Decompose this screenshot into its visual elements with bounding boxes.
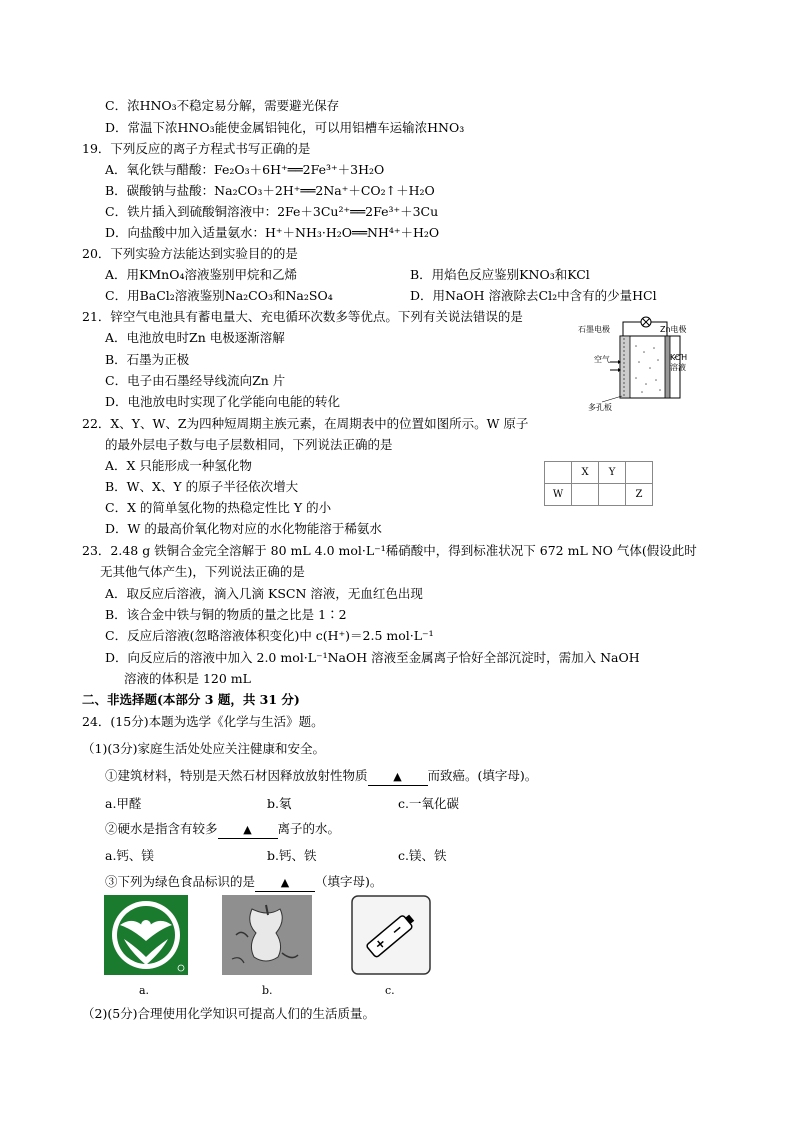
q19-option-c: C．铁片插入到硫酸铜溶液中：2Fe＋3Cu²⁺══2Fe³⁺＋3Cu: [105, 204, 439, 219]
q20-stem: 20．下列实验方法能达到实验目的的是: [82, 246, 298, 261]
cell-w: W: [545, 484, 572, 506]
q22-stem-line2: 的最外层电子数与电子层数相同，下列说法正确的是: [105, 437, 393, 452]
q21-option-d: D．电池放电时实现了化学能向电能的转化: [105, 394, 341, 409]
q20-option-a: A．用KMnO₄溶液鉴别甲烷和乙烯: [105, 267, 297, 282]
q18-option-c: C．浓HNO₃不稳定易分解，需要避光保存: [105, 98, 340, 113]
q21-stem: 21．锌空气电池具有蓄电量大、充电循环次数多等优点。下列有关说法错误的是: [82, 309, 523, 324]
cell-x: X: [572, 462, 599, 484]
zn-electrode-label: Zn电极: [660, 325, 687, 334]
q19-option-d: D．向盐酸中加入适量氨水：H⁺＋NH₃·H₂O══NH⁴⁺＋H₂O: [105, 225, 440, 240]
air-label: 空气: [594, 355, 610, 364]
q23-option-b: B．该合金中铁与铜的物质的量之比是 1∶2: [105, 607, 347, 622]
q24-item3-post: （填字母)。: [315, 874, 383, 889]
q24-item2: [105, 821, 340, 839]
q22-option-c: C．X 的简单氢化物的热稳定性比 Y 的小: [105, 500, 332, 515]
q22-stem-line1: 22．X、Y、W、Z为四种短周期主族元素，在周期表中的位置如图所示。W 原子: [82, 416, 529, 431]
q20-option-b: B．用焰色反应鉴别KNO₃和KCl: [410, 267, 590, 282]
image-caption-c: c.: [385, 984, 395, 997]
image-caption-b: b.: [262, 984, 273, 997]
q24-item1-option-a: a.甲醛: [105, 796, 142, 811]
q23-option-a: A．取反应后溶液，滴入几滴 KSCN 溶液，无血红色出现: [105, 586, 423, 601]
q24-item1-pre: ①建筑材料，特别是天然石材因释放放射性物质: [105, 768, 368, 783]
koh-label: KOH: [670, 353, 688, 362]
zinc-air-battery-diagram: [574, 312, 694, 414]
solution-label: 溶液: [670, 363, 686, 372]
q24-item1: [105, 768, 537, 786]
apple-core-waste-icon[interactable]: [222, 895, 312, 975]
q18-option-d: D．常温下浓HNO₃能使金属铝钝化，可以用铝槽车运输浓HNO₃: [105, 120, 465, 135]
q24-item2-option-c: c.镁、铁: [398, 848, 447, 863]
q24-item1-post: 而致癌。(填字母)。: [427, 768, 538, 783]
q23-stem-line1: 23．2.48 g 铁铜合金完全溶解于 80 mL 4.0 mol·L⁻¹稀硝酸中，得到标准状况下 672 mL NO 气体(假设此时: [82, 543, 697, 558]
q22-option-a: A．X 只能形成一种氢化物: [105, 458, 252, 473]
image-caption-a: a.: [139, 984, 150, 997]
q24-part1: （1)(3分)家庭生活处处应关注健康和安全。: [82, 741, 326, 756]
periodic-table-fragment: [544, 461, 653, 506]
cell-z: Z: [626, 484, 653, 506]
answer-blank-1[interactable]: ▲: [368, 769, 428, 786]
q24-item2-post: 离子的水。: [277, 821, 341, 836]
q23-stem-line2: 无其他气体产生)，下列说法正确的是: [100, 564, 305, 579]
q21-option-a: A．电池放电时Zn 电极逐渐溶解: [105, 330, 285, 345]
q22-option-b: B．W、X、Y 的原子半径依次增大: [105, 479, 299, 494]
q24-item1-option-b: b.氡: [267, 796, 292, 811]
section-heading: 二、非选择题(本部分 3 题，共 31 分): [82, 692, 300, 707]
q24-item3: [105, 874, 382, 892]
q23-option-c: C．反应后溶液(忽略溶液体积变化)中 c(H⁺)＝2.5 mol·L⁻¹: [105, 628, 434, 643]
answer-blank-3[interactable]: ▲: [255, 875, 315, 892]
q22-option-d: D．W 的最高价氧化物对应的水化物能溶于稀氨水: [105, 521, 382, 536]
graphite-electrode-label: 石墨电极: [578, 325, 610, 334]
q24-item2-option-a: a.钙、镁: [105, 848, 154, 863]
q24-part2: （2)(5分)合理使用化学知识可提高人们的生活质量。: [82, 1006, 376, 1021]
q23-option-d-line1: D．向反应后的溶液中加入 2.0 mol·L⁻¹NaOH 溶液至金属离子恰好全部沉淀时，需加入 NaOH: [105, 650, 640, 665]
q19-option-a: A．氧化铁与醋酸：Fe₂O₃＋6H⁺══2Fe³⁺＋3H₂O: [105, 162, 385, 177]
cell-y: Y: [599, 462, 626, 484]
q19-stem: 19．下列反应的离子方程式书写正确的是: [82, 141, 311, 156]
q24-stem: 24．(15分)本题为选学《化学与生活》题。: [82, 714, 324, 729]
q24-item1-option-c: c.一氧化碳: [398, 796, 459, 811]
q21-option-c: C．电子由石墨经导线流向Zn 片: [105, 373, 286, 388]
q20-option-d: D．用NaOH 溶液除去Cl₂中含有的少量HCl: [410, 288, 657, 303]
q21-option-b: B．石墨为正极: [105, 352, 190, 367]
q24-item3-pre: ③下列为绿色食品标识的是: [105, 874, 256, 889]
porous-plate-label: 多孔板: [588, 403, 612, 412]
answer-blank-2[interactable]: ▲: [218, 822, 278, 839]
q20-option-c: C．用BaCl₂溶液鉴别Na₂CO₃和Na₂SO₄: [105, 288, 333, 303]
q24-item2-pre: ②硬水是指含有较多: [105, 821, 218, 836]
green-food-logo-icon[interactable]: [104, 895, 188, 975]
q23-option-d-line2: 溶液的体积是 120 mL: [124, 671, 251, 686]
q19-option-b: B．碳酸钠与盐酸：Na₂CO₃＋2H⁺══2Na⁺＋CO₂↑＋H₂O: [105, 183, 435, 198]
q24-item2-option-b: b.钙、铁: [267, 848, 317, 863]
battery-waste-icon[interactable]: [351, 895, 431, 975]
